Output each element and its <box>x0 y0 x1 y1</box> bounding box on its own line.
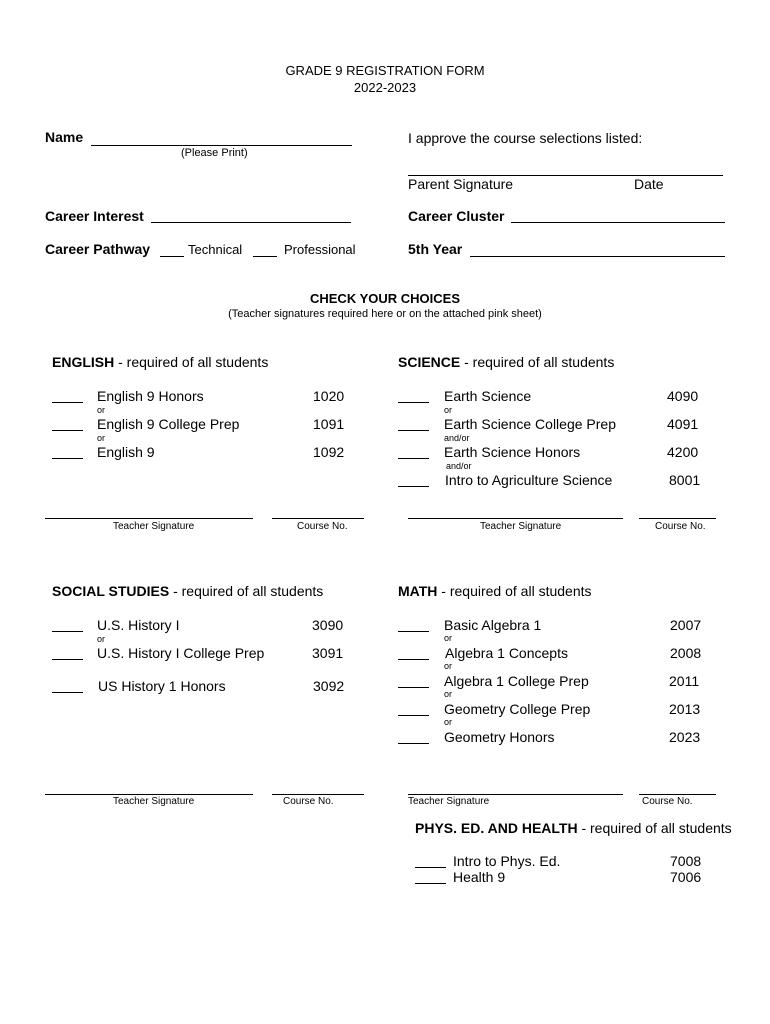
physed-course-2: Health 9 <box>453 869 506 885</box>
math-code-5: 2023 <box>669 729 701 745</box>
science-check-4[interactable] <box>398 486 429 487</box>
science-course-2: Earth Science College Prep <box>444 416 616 432</box>
physed-check-2[interactable] <box>415 883 446 884</box>
social-course-3: US History 1 Honors <box>98 678 226 694</box>
math-course-5: Geometry Honors <box>444 729 555 745</box>
social-check-2[interactable] <box>52 659 83 660</box>
english-check-3[interactable] <box>52 458 83 459</box>
course-no-label: Course No. <box>655 521 706 532</box>
technical-label: Technical <box>188 242 243 257</box>
english-teacher-signature-field[interactable] <box>45 518 253 519</box>
professional-label: Professional <box>284 242 356 257</box>
or-label: or <box>444 689 453 699</box>
or-label: or <box>444 405 453 415</box>
approve-text: I approve the course selections listed: <box>408 130 643 146</box>
math-course-1: Basic Algebra 1 <box>444 617 542 633</box>
teacher-signature-label: Teacher Signature <box>113 796 195 807</box>
professional-checkbox-line[interactable] <box>253 256 277 257</box>
course-no-label: Course No. <box>642 796 693 807</box>
english-course-2: English 9 College Prep <box>97 416 240 432</box>
math-check-4[interactable] <box>398 715 429 716</box>
science-code-4: 8001 <box>669 472 701 488</box>
technical-checkbox-line[interactable] <box>160 256 184 257</box>
english-heading: ENGLISH - required of all students <box>52 354 269 370</box>
social-check-1[interactable] <box>52 631 83 632</box>
parent-signature-label: Parent Signature <box>408 176 514 192</box>
math-check-2[interactable] <box>398 659 429 660</box>
english-check-2[interactable] <box>52 430 83 431</box>
or-label: or <box>444 717 453 727</box>
science-heading: SCIENCE - required of all students <box>398 354 615 370</box>
form-title: GRADE 9 REGISTRATION FORM <box>285 63 485 78</box>
teacher-signature-label: Teacher Signature <box>480 521 562 532</box>
science-course-3: Earth Science Honors <box>444 444 581 460</box>
career-cluster-label: Career Cluster <box>408 208 505 224</box>
choices-title: CHECK YOUR CHOICES <box>309 291 460 306</box>
fifth-year-field[interactable] <box>470 256 725 257</box>
social-code-2: 3091 <box>312 645 344 661</box>
social-course-1: U.S. History I <box>97 617 180 633</box>
math-code-2: 2008 <box>670 645 702 661</box>
english-check-1[interactable] <box>52 402 83 403</box>
social-studies-heading: SOCIAL STUDIES - required of all students <box>52 583 324 599</box>
physed-code-1: 7008 <box>670 853 702 869</box>
math-code-4: 2013 <box>669 701 701 717</box>
fifth-year-label: 5th Year <box>408 241 463 257</box>
choices-note: (Teacher signatures required here or on the attached pink sheet) <box>228 308 542 320</box>
course-no-label: Course No. <box>283 796 334 807</box>
social-code-1: 3090 <box>312 617 344 633</box>
career-pathway-label: Career Pathway <box>45 241 151 257</box>
social-code-3: 3092 <box>313 678 345 694</box>
english-course-1: English 9 Honors <box>97 388 204 404</box>
math-check-3[interactable] <box>398 687 429 688</box>
english-code-1: 1020 <box>313 388 345 404</box>
or-label: or <box>97 433 106 443</box>
or-label: or <box>97 405 106 415</box>
science-check-2[interactable] <box>398 430 429 431</box>
physed-course-1: Intro to Phys. Ed. <box>453 853 561 869</box>
science-course-1: Earth Science <box>444 388 532 404</box>
career-cluster-field[interactable] <box>511 222 725 223</box>
phys-ed-heading: PHYS. ED. AND HEALTH - required of all students <box>415 820 732 836</box>
social-teacher-signature-field[interactable] <box>45 794 253 795</box>
science-code-3: 4200 <box>667 444 699 460</box>
physed-code-2: 7006 <box>670 869 702 885</box>
career-interest-label: Career Interest <box>45 208 144 224</box>
english-code-2: 1091 <box>313 416 345 432</box>
science-check-1[interactable] <box>398 402 429 403</box>
math-teacher-signature-field[interactable] <box>408 794 623 795</box>
social-check-3[interactable] <box>52 692 83 693</box>
science-check-3[interactable] <box>398 458 429 459</box>
please-print-note: (Please Print) <box>181 147 248 159</box>
science-code-2: 4091 <box>667 416 699 432</box>
social-course-no-field[interactable] <box>272 794 364 795</box>
or-label: or <box>444 633 453 643</box>
name-label: Name <box>45 129 84 145</box>
physed-check-1[interactable] <box>415 867 446 868</box>
science-teacher-signature-field[interactable] <box>408 518 623 519</box>
science-course-4: Intro to Agriculture Science <box>445 472 613 488</box>
science-course-no-field[interactable] <box>639 518 716 519</box>
date-label: Date <box>634 176 664 192</box>
math-heading: MATH - required of all students <box>398 583 592 599</box>
social-course-2: U.S. History I College Prep <box>97 645 265 661</box>
english-course-3: English 9 <box>97 444 155 460</box>
english-course-no-field[interactable] <box>272 518 364 519</box>
or-label: or <box>97 634 106 644</box>
career-interest-field[interactable] <box>151 222 351 223</box>
name-field[interactable] <box>91 145 352 146</box>
and-or-label: and/or <box>444 433 470 443</box>
english-code-3: 1092 <box>313 444 345 460</box>
teacher-signature-label: Teacher Signature <box>113 521 195 532</box>
teacher-signature-label: Teacher Signature <box>408 796 490 807</box>
math-code-1: 2007 <box>670 617 702 633</box>
math-check-1[interactable] <box>398 631 429 632</box>
math-course-4: Geometry College Prep <box>444 701 591 717</box>
course-no-label: Course No. <box>297 521 348 532</box>
or-label: or <box>444 661 453 671</box>
and-or-label: and/or <box>446 461 472 471</box>
math-course-3: Algebra 1 College Prep <box>444 673 589 689</box>
math-code-3: 2011 <box>669 673 700 689</box>
math-check-5[interactable] <box>398 743 429 744</box>
science-code-1: 4090 <box>667 388 699 404</box>
form-year: 2022-2023 <box>353 80 417 95</box>
math-course-no-field[interactable] <box>639 794 716 795</box>
math-course-2: Algebra 1 Concepts <box>445 645 568 661</box>
